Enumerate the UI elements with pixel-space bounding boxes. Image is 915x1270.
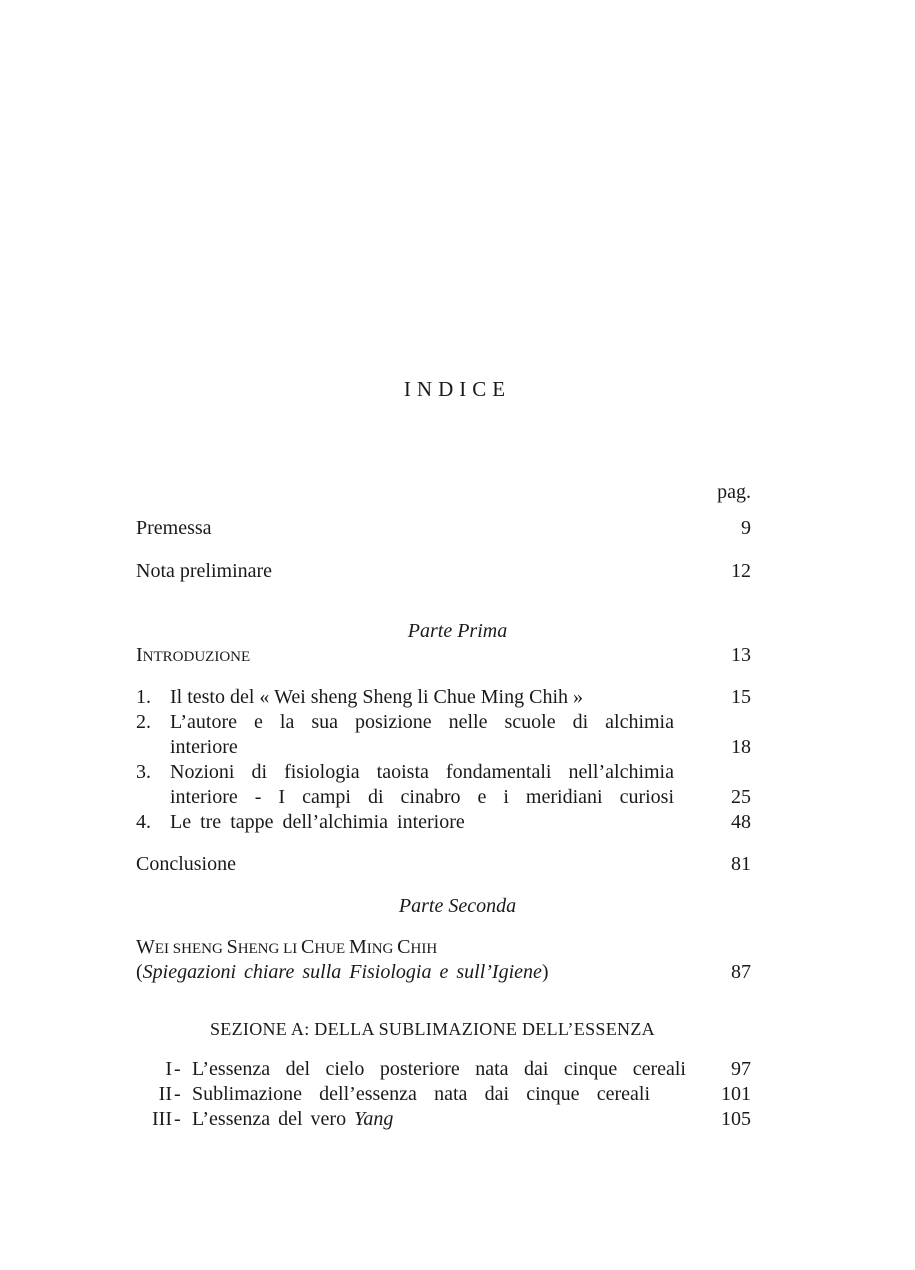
toc-entry-chapter-2-cont[interactable]: interiore — [170, 736, 238, 758]
paren-open: ( — [136, 961, 143, 983]
section-heading: SEZIONE A: DELLA SUBLIMAZIONE DELL’ESSENZA — [210, 1019, 655, 1039]
item-number: 3. — [136, 761, 151, 783]
smallcaps-rest: HIH — [410, 941, 438, 957]
page-number: 15 — [731, 686, 751, 708]
page-number: 12 — [731, 560, 751, 582]
roman-numeral: II — [158, 1083, 172, 1105]
smallcaps-rest: HUE — [314, 941, 349, 957]
toc-entry-chapter-3[interactable]: Nozioni di fisiologia taoista fondamentali nell’alchimia — [170, 761, 674, 783]
toc-entry-chapter-1[interactable]: Il testo del « Wei sheng Sheng li Chue Ming Chih » — [170, 686, 583, 708]
smallcaps-initial: C — [301, 936, 315, 958]
toc-entry-section-i[interactable]: L’essenza del cielo posteriore nata dai cinque cereali — [192, 1058, 686, 1080]
paren-close: ) — [541, 961, 549, 983]
toc-entry-introduzione[interactable] — [136, 643, 250, 670]
part-heading-seconda: Parte Seconda — [398, 895, 517, 917]
smallcaps-rest: HENG LI — [237, 941, 302, 957]
smallcaps-initial: C — [397, 936, 411, 958]
dash: - — [174, 1058, 181, 1080]
dash: - — [174, 1083, 181, 1105]
entry-text-italic: Yang — [354, 1108, 394, 1130]
page-column-label: pag. — [717, 481, 751, 503]
toc-entry-chapter-2[interactable]: L’autore e la sua posizione nelle scuole di alchimia — [170, 711, 674, 733]
smallcaps-initial: S — [226, 936, 238, 958]
item-number: 4. — [136, 811, 151, 833]
toc-entry-chapter-3-cont[interactable]: interiore - I campi di cinabro e i meridiani curiosi — [170, 786, 674, 808]
page-number: 105 — [721, 1108, 751, 1130]
toc-entry-work-title[interactable] — [136, 935, 437, 962]
page-number: 48 — [731, 811, 751, 833]
page-number: 97 — [731, 1058, 751, 1080]
smallcaps-initial: W — [136, 936, 155, 958]
page-number: 81 — [731, 853, 751, 875]
page-number: 25 — [731, 786, 751, 808]
page-number: 101 — [721, 1083, 751, 1105]
page-number: 18 — [731, 736, 751, 758]
toc-entry-chapter-4[interactable]: Le tre tappe dell’alchimia interiore — [170, 811, 465, 833]
item-number: 1. — [136, 686, 151, 708]
smallcaps-rest: EI SHENG — [154, 941, 227, 957]
smallcaps-initial: M — [348, 936, 367, 958]
page-number: 9 — [741, 517, 751, 539]
toc-entry-work-subtitle[interactable] — [136, 960, 549, 985]
entry-text: L’essenza del vero — [192, 1108, 355, 1130]
roman-numeral: III — [152, 1108, 172, 1130]
page-title: INDICE — [403, 377, 512, 401]
toc-entry-nota-preliminare[interactable]: Nota preliminare — [136, 560, 273, 582]
toc-entry-section-ii[interactable]: Sublimazione dell’essenza nata dai cinque cereali — [192, 1083, 650, 1105]
subtitle-italic: Spiegazioni chiare sulla Fisiologia e sull’Igiene — [142, 961, 542, 983]
roman-numeral: I — [165, 1058, 172, 1080]
toc-entry-premessa[interactable]: Premessa — [136, 517, 212, 539]
smallcaps-initial: I — [136, 644, 143, 666]
smallcaps-rest: NTRODUZIONE — [142, 649, 251, 665]
dash: - — [174, 1108, 181, 1130]
page-number: 87 — [731, 961, 751, 983]
page-number: 13 — [731, 644, 751, 666]
toc-entry-section-iii[interactable] — [192, 1107, 393, 1132]
item-number: 2. — [136, 711, 151, 733]
toc-entry-conclusione[interactable]: Conclusione — [136, 853, 236, 875]
part-heading-prima: Parte Prima — [407, 620, 508, 642]
smallcaps-rest: ING — [366, 941, 398, 957]
